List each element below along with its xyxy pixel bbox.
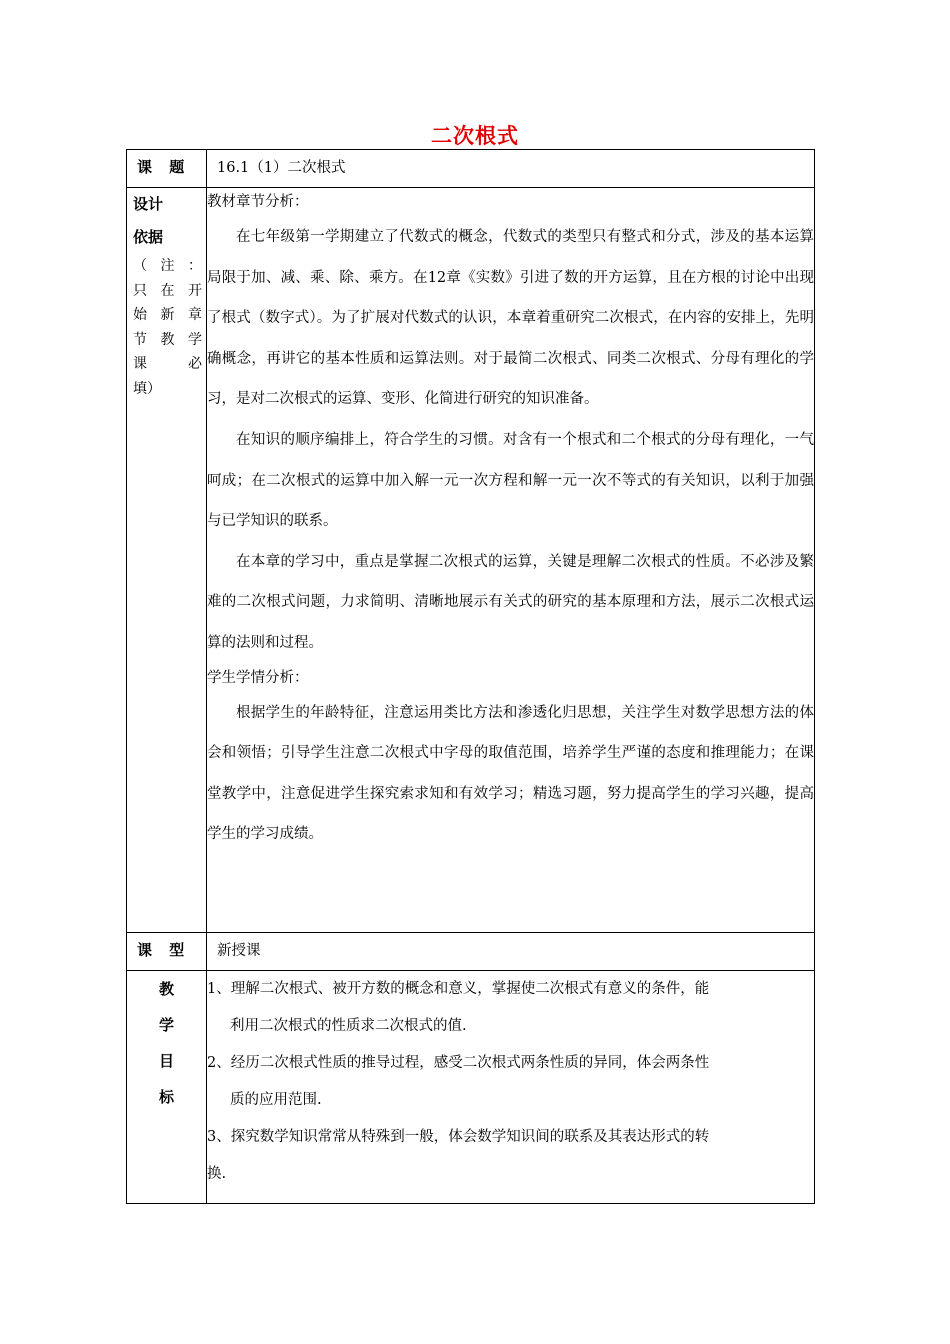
goal-item-first-line: 2、经历二次根式性质的推导过程，感受二次根式两条性质的异同，体会两条性 bbox=[207, 1055, 710, 1071]
goals-content-cell bbox=[207, 971, 815, 1204]
teaching-goals-row bbox=[127, 971, 815, 1204]
topic-label: 课 题 bbox=[137, 158, 191, 176]
design-note bbox=[127, 254, 206, 401]
lesson-type-row bbox=[127, 933, 815, 971]
goal-item-continuation: 换. bbox=[207, 1166, 227, 1182]
goal-item bbox=[207, 1045, 814, 1119]
note-line: 节教学 bbox=[133, 331, 202, 348]
design-content-cell bbox=[207, 188, 815, 933]
note-line: 填） bbox=[133, 380, 161, 397]
goals-label-char: 学 bbox=[158, 1016, 174, 1034]
type-value: 新授课 bbox=[217, 943, 261, 959]
lesson-plan-table bbox=[126, 149, 815, 1204]
goal-item bbox=[207, 1119, 814, 1193]
topic-value-cell bbox=[207, 150, 815, 188]
topic-row bbox=[127, 150, 815, 188]
goal-item-first-line: 3、探究数学知识常常从特殊到一般，体会数学知识间的联系及其表达形式的转 bbox=[207, 1129, 710, 1145]
goals-label-char: 教 bbox=[158, 980, 174, 998]
goal-item-first-line: 1、理解二次根式、被开方数的概念和意义，掌握使二次根式有意义的条件，能 bbox=[207, 981, 710, 997]
note-line: 课 必 bbox=[133, 356, 202, 372]
note-line: 只在开 bbox=[133, 282, 202, 299]
goal-item-continuation: 利用二次根式的性质求二次根式的值. bbox=[230, 1018, 467, 1034]
type-label: 课 型 bbox=[137, 941, 191, 959]
design-label-line2: 依据 bbox=[133, 228, 164, 246]
goals-label-cell bbox=[127, 971, 207, 1204]
topic-value: 16.1（1）二次根式 bbox=[217, 160, 346, 176]
goals-label-char: 标 bbox=[158, 1088, 174, 1106]
student-paragraph: 根据学生的年龄特征，注意运用类比方法和渗透化归思想，关注学生对数学思想方法的体会和领悟；引导学生注意二次根式中字母的取值范围，培养学生严谨的态度和推理能力；在课堂教学中，注意促进学生探究索求知和有效学习；精选习题，努力提高学生的学习兴趣，提高学生的学习成绩。 bbox=[207, 704, 814, 843]
design-basis-row bbox=[127, 188, 815, 933]
type-label-cell bbox=[127, 933, 207, 971]
design-label-cell bbox=[127, 188, 207, 933]
topic-label-cell bbox=[127, 150, 207, 188]
textbook-paragraph: 在七年级第一学期建立了代数式的概念，代数式的类型只有整式和分式，涉及的基本运算局限于加、减、乘、除、乘方。在12章《实数》引进了数的开方运算，且在方根的讨论中出现了根式（数字式）。为了扩展对代数式的认识，本章着重研究二次根式，在内容的安排上，先明确概念，再讲它的基本性质和运算法则。对于最简二次根式、同类二次根式、分母有理化的学习，是对二次根式的运算、变形、化简进行研究的知识准备。 bbox=[207, 229, 814, 408]
student-analysis-heading: 学生学情分析： bbox=[207, 669, 309, 686]
goal-item bbox=[207, 971, 814, 1045]
page-title: 二次根式 bbox=[431, 124, 519, 148]
goals-label-char: 目 bbox=[158, 1052, 174, 1070]
textbook-paragraph: 在知识的顺序编排上，符合学生的习惯。对含有一个根式和二个根式的分母有理化，一气呵成；在二次根式的运算中加入解一元一次方程和解一元一次不等式的有关知识，以利于加强与已学知识的联系。 bbox=[207, 431, 814, 530]
textbook-paragraph: 在本章的学习中，重点是掌握二次根式的运算，关键是理解二次根式的性质。不必涉及繁难的二次根式问题，力求简明、清晰地展示有关式的研究的基本原理和方法，展示二次根式运算的法则和过程。 bbox=[207, 553, 814, 651]
design-label-line1: 设计 bbox=[133, 195, 164, 213]
note-line: 始新章 bbox=[133, 307, 202, 323]
textbook-analysis-heading: 教材章节分析： bbox=[207, 194, 309, 210]
goal-item-continuation: 质的应用范围. bbox=[230, 1092, 322, 1108]
type-value-cell bbox=[207, 933, 815, 971]
note-line: （注： bbox=[133, 258, 202, 274]
